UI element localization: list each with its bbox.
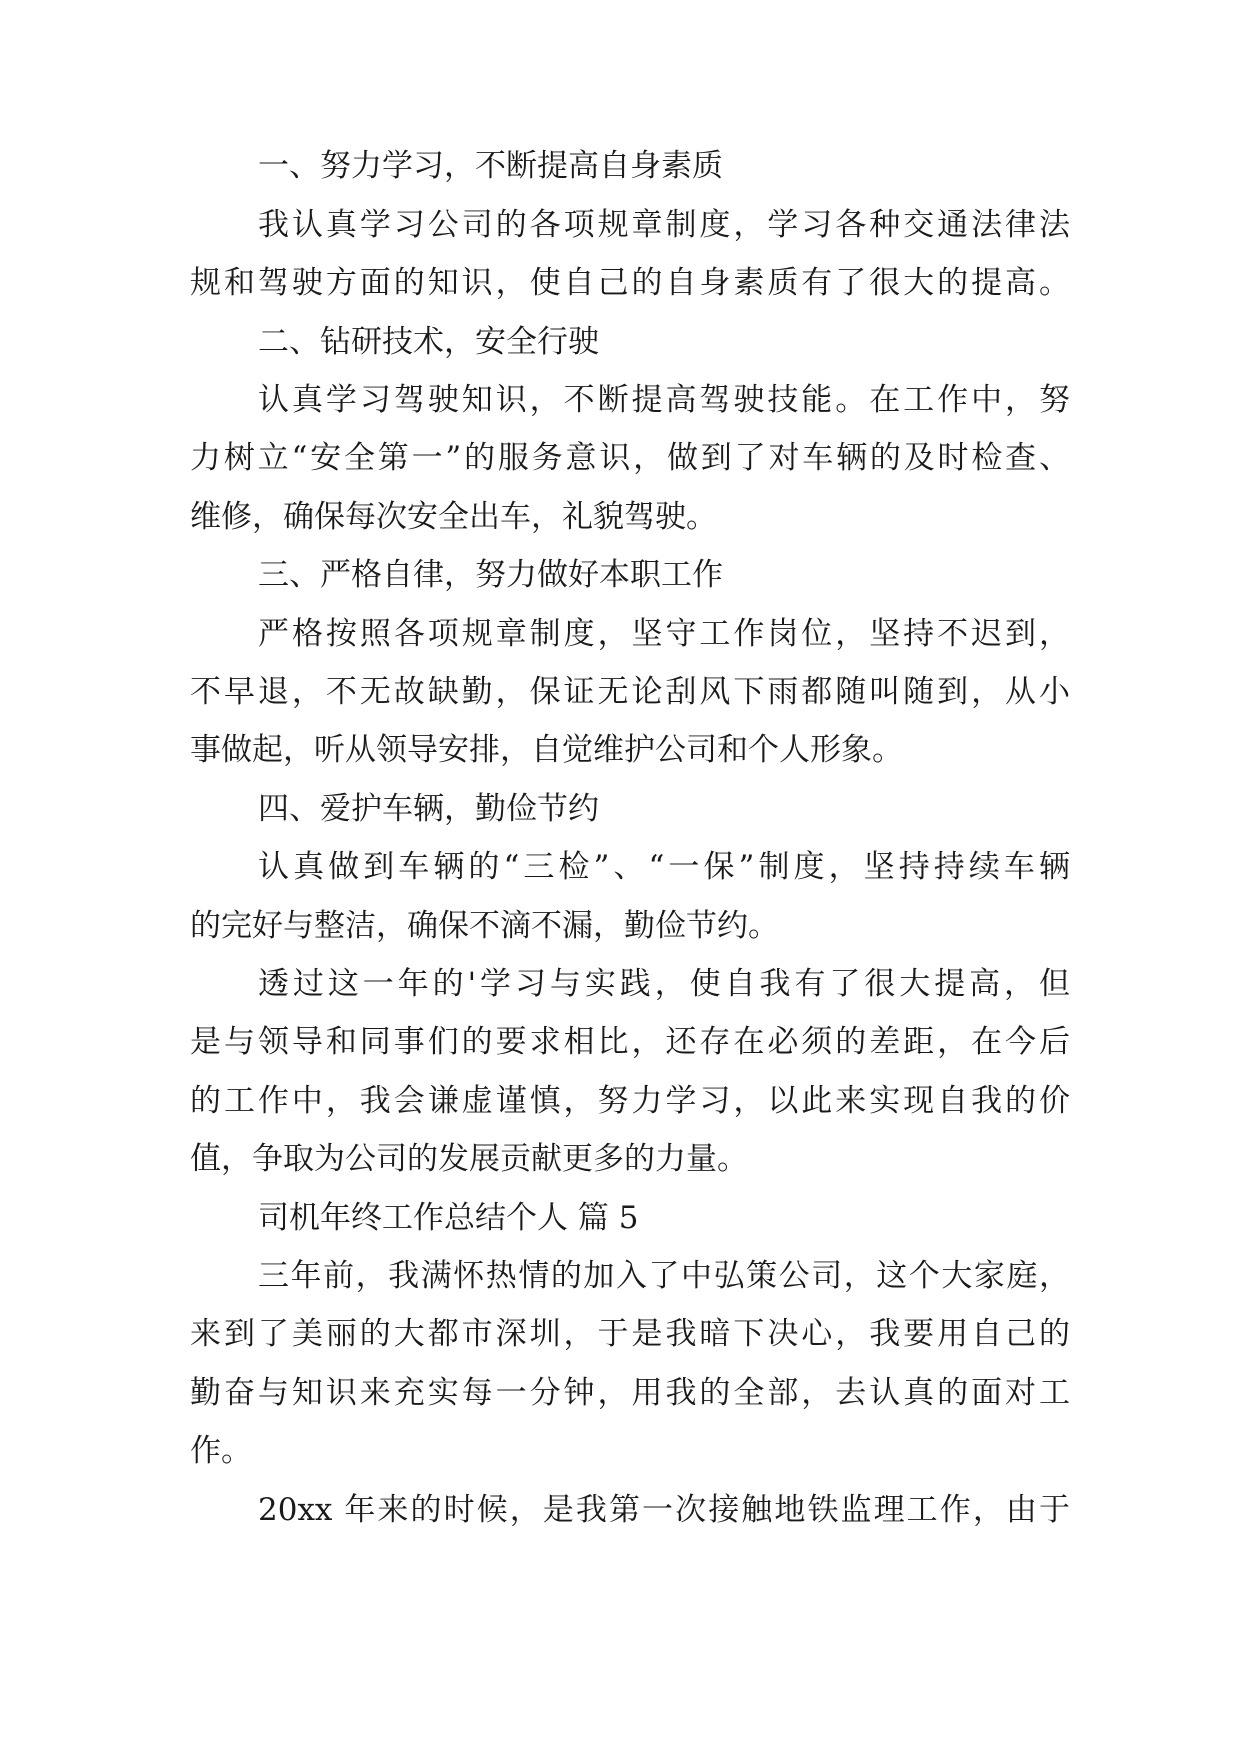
paragraph-line: 透过这一年的'学习与实践，使自我有了很大提高，但	[258, 966, 1070, 1002]
paragraph-line: 的完好与整洁，确保不滴不漏，勤俭节约。	[190, 908, 779, 944]
paragraph-line: 规和驾驶方面的知识，使自己的自身素质有了很大的提高。	[190, 265, 1070, 301]
paragraph-line: 事做起，听从领导安排，自觉维护公司和个人形象。	[190, 732, 903, 768]
paragraph-line: 是与领导和同事们的要求相比，还存在必须的差距，在今后	[190, 1024, 1070, 1060]
paragraph-line: 20xx 年来的时候，是我第一次接触地铁监理工作，由于	[258, 1492, 1070, 1528]
paragraph-line: 作。	[190, 1433, 252, 1469]
heading-4: 四、爱护车辆，勤俭节约	[258, 791, 599, 827]
paragraph-line: 力树立“安全第一”的服务意识，做到了对车辆的及时检查、	[190, 440, 1070, 476]
paragraph-line: 认真学习驾驶知识，不断提高驾驶技能。在工作中，努	[258, 382, 1070, 418]
paragraph-line: 值，争取为公司的发展贡献更多的力量。	[190, 1141, 748, 1177]
paragraph-line: 勤奋与知识来充实每一分钟，用我的全部，去认真的面对工	[190, 1375, 1070, 1411]
paragraph-line: 的工作中，我会谦虚谨慎，努力学习，以此来实现自我的价	[190, 1083, 1070, 1119]
paragraph-line: 来到了美丽的大都市深圳，于是我暗下决心，我要用自己的	[190, 1316, 1070, 1352]
paragraph-line: 严格按照各项规章制度，坚守工作岗位，坚持不迟到，	[258, 616, 1070, 652]
heading-3: 三、严格自律，努力做好本职工作	[258, 557, 723, 593]
paragraph-line: 维修，确保每次安全出车，礼貌驾驶。	[190, 499, 717, 535]
section-title: 司机年终工作总结个人 篇 5	[258, 1200, 639, 1236]
paragraph-line: 三年前，我满怀热情的加入了中弘策公司，这个大家庭，	[258, 1258, 1070, 1294]
paragraph-line: 不早退，不无故缺勤，保证无论刮风下雨都随叫随到，从小	[190, 674, 1070, 710]
paragraph-line: 认真做到车辆的“三检”、“一保”制度，坚持持续车辆	[258, 849, 1070, 885]
heading-1: 一、努力学习，不断提高自身素质	[258, 148, 723, 184]
heading-2: 二、钻研技术，安全行驶	[258, 324, 599, 360]
paragraph-line: 我认真学习公司的各项规章制度，学习各种交通法律法	[258, 207, 1070, 243]
